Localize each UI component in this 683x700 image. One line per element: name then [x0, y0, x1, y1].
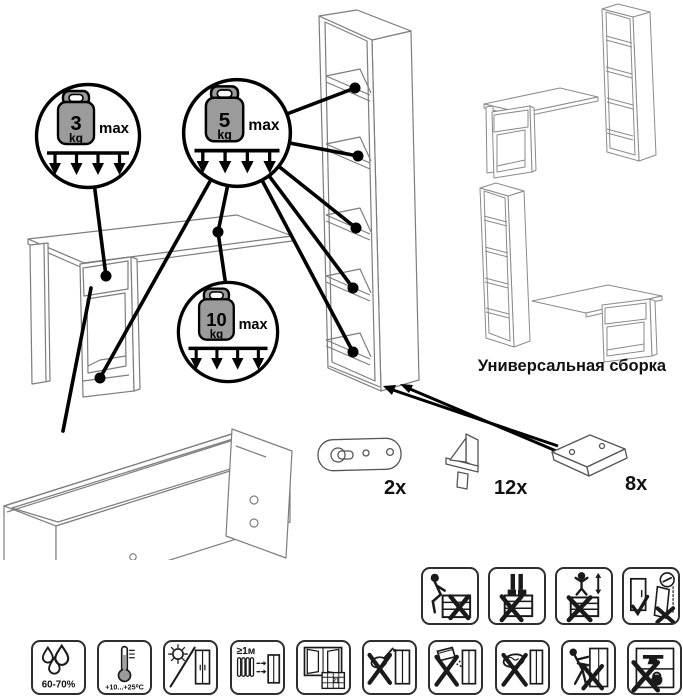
- shelf-support-qty: 12x: [494, 477, 528, 499]
- no-direct-sunlight-icon: [163, 640, 218, 695]
- mounting-bracket-qty: 8x: [625, 473, 648, 495]
- heat-distance-icon: [230, 640, 285, 695]
- no-sitting-icon: [421, 567, 479, 625]
- bookcase-drawing: [319, 10, 419, 391]
- no-jumping-icon: [555, 567, 613, 625]
- hardware-shelf-support: [446, 434, 478, 489]
- weight-unit: kg: [217, 128, 232, 143]
- max-label: max: [98, 120, 130, 137]
- weight-value: 3: [70, 113, 82, 135]
- assembly-variant-1: [484, 4, 656, 178]
- weight-value: 5: [218, 108, 231, 132]
- airing-window-icon: [296, 640, 351, 695]
- no-dragging-icon: [561, 640, 616, 695]
- weight-unit: kg: [209, 328, 224, 341]
- kettlebell-weight-icon: [206, 86, 243, 142]
- drawer-drawing: [4, 429, 292, 560]
- humidity-range: 60-70%: [41, 679, 76, 691]
- distance-label: ≥1м: [236, 646, 256, 658]
- no-standing-icon: [488, 567, 546, 625]
- keyhole-plate-qty: 2x: [384, 477, 407, 499]
- kettlebell-weight-icon: [58, 91, 94, 145]
- weight-badge-drawer: [33, 81, 143, 191]
- temperature-range: +10...+25⁰C: [105, 682, 144, 692]
- weight-unit: kg: [68, 131, 84, 145]
- temperature-icon: [97, 640, 152, 695]
- humidity-icon: [31, 640, 86, 695]
- weight-badge-shelves: [180, 76, 294, 190]
- anchor-to-wall-icon: [622, 567, 680, 625]
- weight-badge-desktop: [175, 279, 281, 385]
- kettlebell-weight-icon: [199, 289, 234, 341]
- no-overload-icon: [627, 640, 682, 695]
- max-label: max: [238, 317, 268, 334]
- universal-assembly-caption: Универсальная сборка: [477, 357, 667, 375]
- max-label: max: [248, 116, 280, 134]
- no-abrasive-powder-icon: [428, 640, 483, 695]
- assembly-variant-2: [480, 183, 662, 362]
- airing-days: 21: [332, 678, 340, 685]
- no-abrasive-sponge-icon: [495, 640, 550, 695]
- hardware-keyhole-plate: [318, 438, 402, 471]
- no-water-icon: [362, 640, 417, 695]
- weight-value: 10: [206, 309, 227, 331]
- hardware-mounting-bracket: [552, 435, 627, 476]
